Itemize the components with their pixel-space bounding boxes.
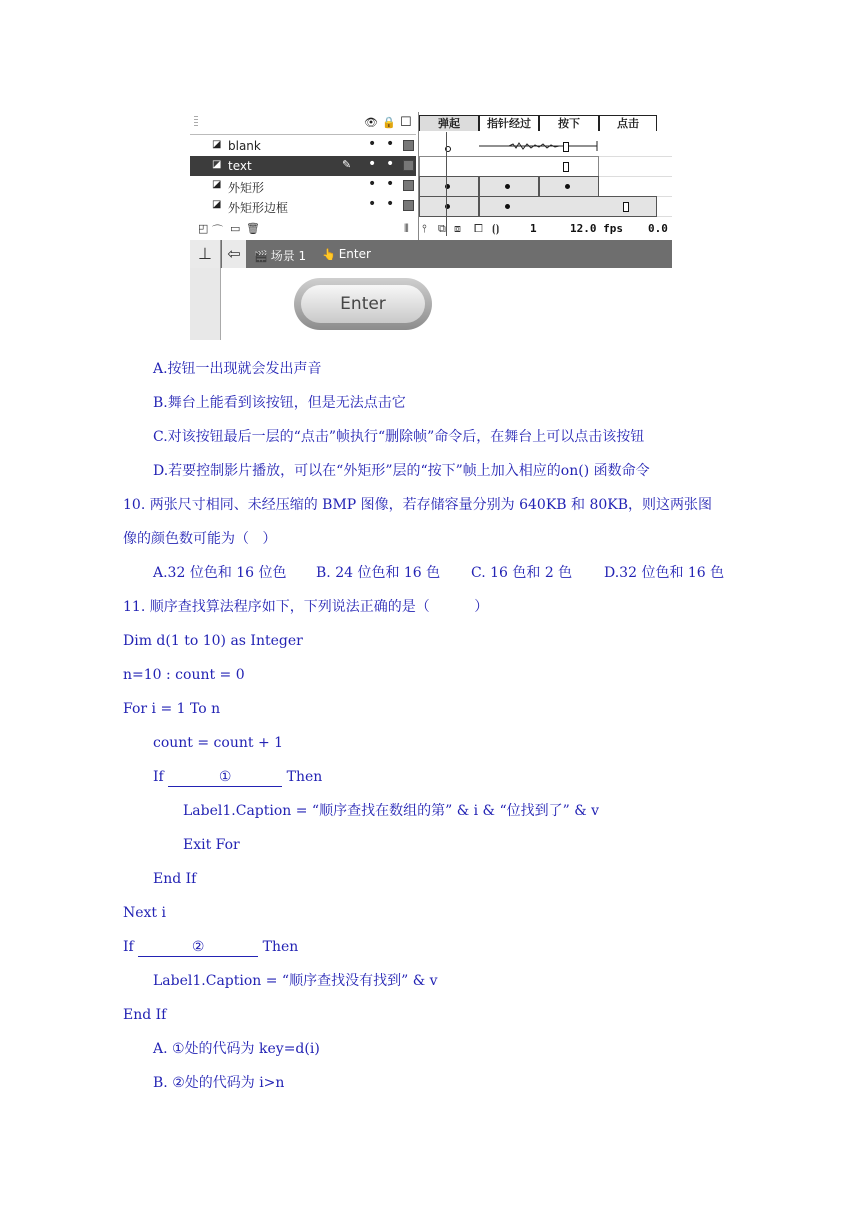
lock-icon: 🔒 — [382, 116, 396, 129]
timeline-status-bar — [190, 218, 672, 240]
lock-dot[interactable]: • — [386, 156, 395, 172]
stage-ruler — [190, 268, 221, 340]
blank-2: ② — [138, 939, 258, 957]
center-frame-icon[interactable]: ⫯ — [422, 222, 427, 235]
frame-rate: 12.0 fps — [570, 222, 623, 235]
code-line-if-1 — [153, 767, 322, 787]
enter-button-symbol[interactable] — [294, 278, 432, 330]
frame-row-outer-rect-border[interactable] — [419, 196, 672, 217]
layer-row-outer-rect-border[interactable] — [190, 196, 416, 216]
frame-row-outer-rect[interactable] — [419, 176, 672, 197]
stage-area — [190, 268, 672, 340]
lock-dot[interactable]: • — [386, 136, 395, 152]
layer-icon: ◪ — [212, 159, 222, 170]
layer-name: blank — [228, 139, 261, 153]
code-line-caption-found: Label1.Caption = “顺序查找在数组的第” & i & “位找到了” & v — [183, 803, 600, 819]
visibility-dot[interactable]: • — [368, 136, 377, 152]
elapsed-time: 0.0 — [648, 222, 668, 235]
grip-icon — [194, 116, 198, 128]
outline-icon: ☐ — [400, 115, 412, 130]
stage-icon[interactable]: ⊥ — [190, 240, 221, 268]
visibility-dot[interactable]: • — [368, 156, 377, 172]
code-if-keyword: If — [123, 939, 139, 955]
breadcrumb-symbol-label: Enter — [338, 247, 371, 261]
frame-label-down[interactable]: 按下 — [539, 115, 599, 131]
code-if-keyword: If — [153, 769, 169, 785]
layer-icon: ◪ — [212, 139, 222, 150]
q9-option-b: B.舞台上能看到该按钮，但是无法点击它 — [153, 395, 406, 411]
keyframe[interactable] — [505, 204, 510, 209]
layer-name: 外矩形 — [228, 181, 265, 195]
layer-icon: ◪ — [212, 179, 222, 190]
q9-option-d: D.若要控制影片播放，可以在“外矩形”层的“按下”帧上加入相应的on() 函数命令 — [153, 463, 650, 479]
blank-1: ① — [168, 769, 282, 787]
eye-icon: 👁 — [364, 116, 378, 129]
visibility-dot[interactable]: • — [368, 196, 377, 212]
code-line-if-2 — [123, 937, 298, 957]
code-line-endif-2: End If — [123, 1007, 167, 1023]
q10-stem-line1: 10. 两张尺寸相同、未经压缩的 BMP 图像，若存储容量分别为 640KB 和 80KB，则这两张图 — [123, 497, 713, 513]
q10-option-d: D.32 位色和 16 色 — [604, 565, 725, 581]
q10-option-a: A.32 位色和 16 位色 — [153, 565, 287, 581]
layer-row-outer-rect[interactable] — [190, 176, 416, 196]
code-line-exit: Exit For — [183, 837, 240, 853]
layer-row-text[interactable] — [190, 156, 416, 176]
frame-end-marker — [563, 142, 569, 152]
enter-button-label: Enter — [301, 285, 425, 323]
code-line-count: count = count + 1 — [153, 735, 284, 751]
insert-layer-icon[interactable]: ◰ — [198, 222, 209, 235]
code-line-dim: Dim d(1 to 10) as Integer — [123, 633, 303, 649]
frame-end-marker — [563, 162, 569, 172]
code-line-endif-1: End If — [153, 871, 197, 887]
code-line-for: For i = 1 To n — [123, 701, 221, 717]
frame-label-over[interactable]: 指针经过 — [479, 115, 539, 131]
motion-guide-icon[interactable]: ⌒ — [212, 224, 223, 237]
q11-stem: 11. 顺序查找算法程序如下，下列说法正确的是（ ） — [123, 599, 489, 615]
current-frame: 1 — [530, 222, 537, 235]
flash-timeline-figure — [190, 112, 672, 340]
frame-label-hit[interactable]: 点击 — [599, 115, 657, 131]
scene-icon: 🎬 — [254, 250, 268, 263]
q10-option-c: C. 16 色和 2 色 — [471, 565, 573, 581]
insert-folder-icon[interactable]: ▭ — [230, 222, 241, 235]
outline-color-swatch[interactable] — [403, 200, 414, 211]
pencil-icon: ✎ — [342, 158, 352, 171]
frame-label-up[interactable]: 弹起 — [419, 115, 479, 131]
layer-name: 外矩形边框 — [228, 201, 289, 215]
edit-bar — [190, 240, 672, 268]
keyframe[interactable] — [565, 184, 570, 189]
q10-stem-line2: 像的颜色数可能为（ ） — [123, 531, 277, 547]
onion-outline-icon[interactable]: ⧈ — [454, 222, 461, 235]
layer-row-blank[interactable] — [190, 136, 416, 156]
q11-option-b: B. ②处的代码为 i>n — [153, 1075, 285, 1091]
frame-row-text[interactable] — [419, 156, 672, 177]
button-symbol-icon: 👆 — [322, 248, 336, 261]
q11-option-a: A. ①处的代码为 key=d(i) — [153, 1041, 320, 1057]
code-line-caption-notfound: Label1.Caption = “顺序查找没有找到” & v — [153, 973, 438, 989]
q10-option-b: B. 24 位色和 16 色 — [316, 565, 441, 581]
outline-color-swatch[interactable] — [403, 140, 414, 151]
edit-multiple-frames-icon[interactable]: ⧠ — [474, 222, 483, 235]
onion-skin-icon[interactable]: ⧉ — [438, 222, 446, 235]
q9-option-c: C.对该按钮最后一层的“点击”帧执行“删除帧”命令后，在舞台上可以点击该按钮 — [153, 429, 645, 445]
breadcrumb-symbol[interactable] — [322, 247, 371, 261]
frame-row-blank[interactable] — [419, 136, 672, 157]
layer-icon: ◪ — [212, 199, 222, 210]
lock-dot[interactable]: • — [386, 176, 395, 192]
keyframe[interactable] — [505, 184, 510, 189]
breadcrumb-scene-label: 场景 1 — [270, 249, 307, 263]
outline-color-swatch[interactable] — [403, 160, 414, 171]
onion-markers-icon[interactable]: ⦗⦘ — [492, 222, 500, 235]
code-line-next: Next i — [123, 905, 166, 921]
code-line-init: n=10 : count = 0 — [123, 667, 245, 683]
scroll-grip-icon: ⦀ — [404, 222, 409, 235]
layer-name: text — [228, 159, 252, 173]
code-then-keyword: Then — [258, 939, 299, 955]
outline-color-swatch[interactable] — [403, 180, 414, 191]
back-arrow-icon[interactable]: ⇦ — [222, 240, 246, 268]
frame-end-marker — [623, 202, 629, 212]
breadcrumb-scene[interactable] — [254, 247, 306, 264]
visibility-dot[interactable]: • — [368, 176, 377, 192]
lock-dot[interactable]: • — [386, 196, 395, 212]
delete-layer-icon[interactable]: 🗑 — [246, 222, 260, 235]
layer-panel-header — [190, 112, 416, 135]
sound-waveform-icon — [479, 138, 599, 154]
code-then-keyword: Then — [282, 769, 323, 785]
q9-option-a: A.按钮一出现就会发出声音 — [153, 361, 322, 377]
